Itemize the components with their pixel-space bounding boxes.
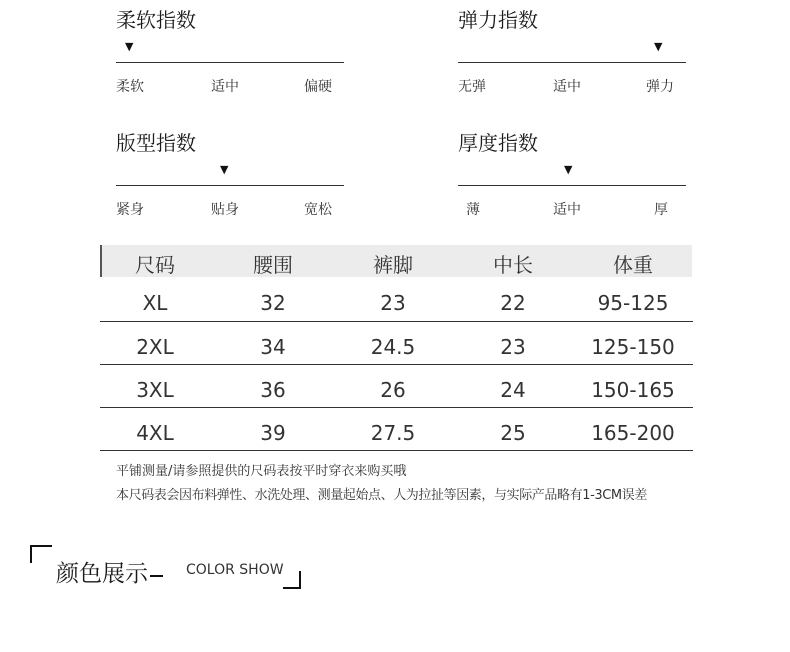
softness-label-high: 偏硬 [304,79,332,95]
table-cell: 34 [260,335,286,359]
header-length: 中长 [493,253,533,277]
softness-index-title: 柔软指数 [116,8,196,32]
elasticity-marker-icon: ▼ [654,40,663,53]
header-hem: 裤脚 [373,253,413,277]
thickness-index [458,127,688,227]
elasticity-index-title: 弹力指数 [458,8,538,32]
softness-index [116,4,346,104]
table-cell: 32 [260,291,286,315]
thickness-label-low: 薄 [466,202,480,218]
softness-marker-icon: ▼ [125,40,134,53]
fit-index-title: 版型指数 [116,131,196,155]
table-cell: 27.5 [370,421,416,445]
fit-index [116,127,346,227]
elasticity-index [458,4,688,104]
header-waist: 腰围 [253,253,293,277]
table-cell: 4XL [136,421,174,445]
thickness-scale-line [458,185,686,186]
table-cell: 25 [500,421,526,445]
measure-note: 平铺测量/请参照提供的尺码表按平时穿衣来购买哦 [116,464,407,479]
table-cell: 23 [500,335,526,359]
table-cell: 95-125 [597,291,669,315]
color-section-title: 颜色展示 [56,561,148,587]
fit-label-mid: 贴身 [211,202,239,218]
table-cell: 24.5 [370,335,416,359]
table-cell: 22 [500,291,526,315]
fit-marker-icon: ▼ [220,163,229,176]
elasticity-scale-line [458,62,686,63]
error-note: 本尺码表会因布料弹性、水洗处理、测量起始点、人为拉扯等因素，与实际产品略有1-3CM误差 [116,488,647,503]
header-weight: 体重 [613,253,653,277]
table-cell: 26 [380,378,406,402]
elasticity-label-high: 弹力 [646,79,674,95]
thickness-index-title: 厚度指数 [458,131,538,155]
left-bracket-decoration [30,545,52,563]
thickness-marker-icon: ▼ [564,163,573,176]
table-cell: XL [142,291,168,315]
table-cell: 150-165 [591,378,675,402]
header-size: 尺码 [135,253,175,277]
size-table [100,245,693,455]
row-divider [100,450,693,451]
row-divider [100,364,693,365]
row-divider [100,321,693,322]
thickness-label-mid: 适中 [553,202,581,218]
table-cell: 23 [380,291,406,315]
table-cell: 39 [260,421,286,445]
row-divider [100,407,693,408]
table-cell: 165-200 [591,421,675,445]
table-cell: 24 [500,378,526,402]
title-underscore-decoration [150,575,163,577]
fit-label-high: 宽松 [304,202,332,218]
softness-scale-line [116,62,344,63]
fit-label-low: 紧身 [116,202,144,218]
elasticity-label-low: 无弹 [458,79,486,95]
table-cell: 36 [260,378,286,402]
thickness-label-high: 厚 [654,202,668,218]
right-bracket-decoration [283,571,301,589]
fit-scale-line [116,185,344,186]
color-section-subtitle: COLOR SHOW [186,562,284,578]
table-cell: 2XL [136,335,174,359]
softness-label-low: 柔软 [116,79,144,95]
table-cell: 3XL [136,378,174,402]
table-cell: 125-150 [591,335,675,359]
softness-label-mid: 适中 [211,79,239,95]
elasticity-label-mid: 适中 [553,79,581,95]
